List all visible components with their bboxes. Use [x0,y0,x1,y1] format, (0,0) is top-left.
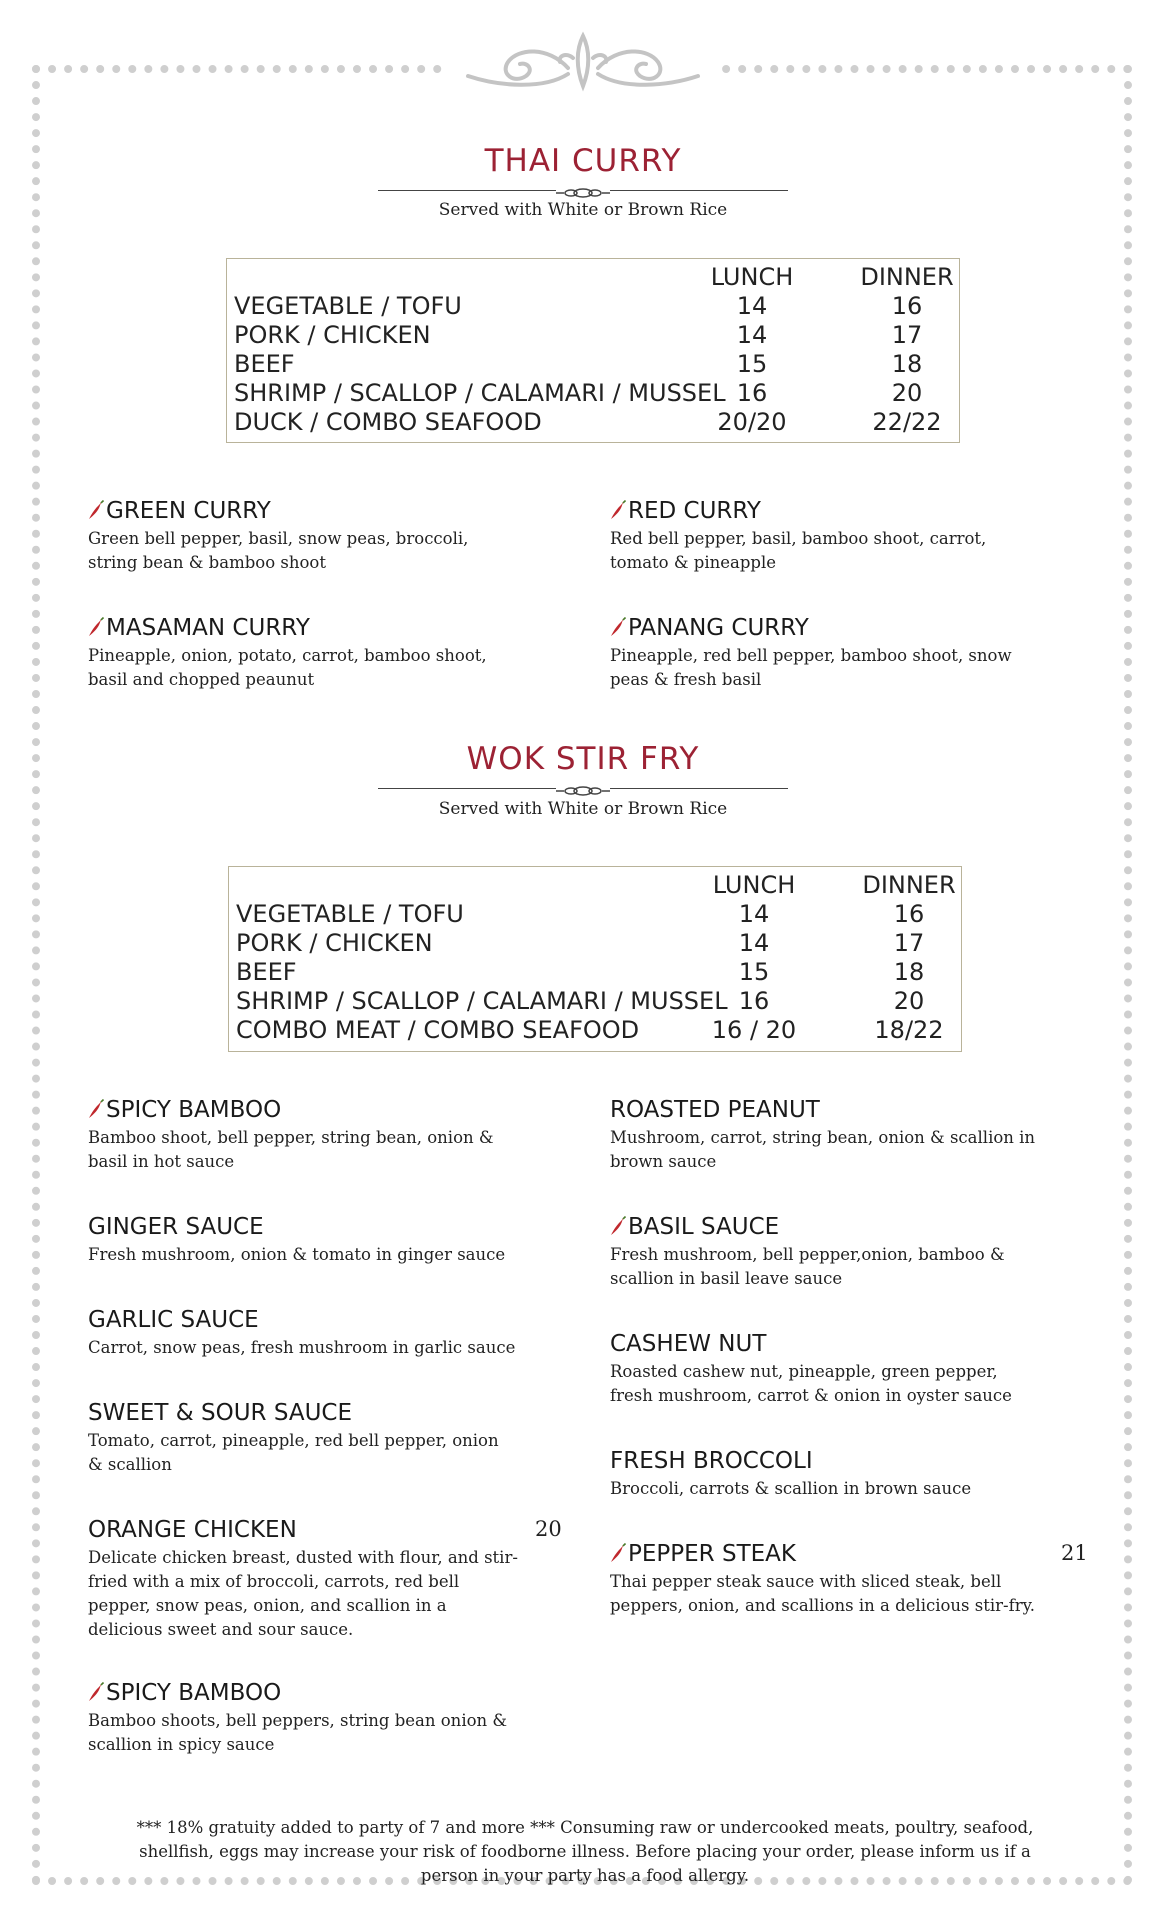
dinner-price: 16 [893,900,925,928]
row-name: PORK / CHICKEN [234,321,431,349]
dinner-price: 17 [893,929,925,957]
menu-item-panang-curry [610,614,1040,692]
dinner-price: 16 [891,292,923,320]
dinner-price: 18 [891,350,923,378]
lunch-column-header: LUNCH [712,871,796,899]
wok-stir-fry-subtitle: Served with White or Brown Rice [438,799,728,819]
dinner-column-header: DINNER [860,263,954,291]
price-table-header [229,871,961,900]
divider-ornament-icon [556,782,610,794]
menu-item-pepper-steak [610,1540,1040,1618]
menu-item-cashew-nut [610,1330,1040,1408]
item-name: CASHEW NUT [610,1331,767,1357]
dinner-price: 18 [893,958,925,986]
menu-item-garlic-sauce [88,1306,518,1360]
row-name: VEGETABLE / TOFU [234,292,462,320]
divider-ornament-icon [556,184,610,196]
wok-stir-fry-price-table [228,866,962,1052]
chili-pepper-icon [88,1681,104,1701]
lunch-column-header: LUNCH [710,263,794,291]
chili-pepper-icon [610,1215,626,1235]
chili-pepper-icon [610,616,626,636]
table-row [229,900,961,929]
item-name: FRESH BROCCOLI [610,1448,813,1474]
item-description: Fresh mushroom, onion & tomato in ginger sauce [88,1245,506,1264]
lunch-price: 15 [738,958,770,986]
table-row [227,408,959,437]
lunch-price: 14 [738,900,770,928]
dinner-price: 18/22 [874,1016,944,1044]
dinner-price: 20 [893,987,925,1015]
row-name: PORK / CHICKEN [236,929,433,957]
pepper-steak-price: 21 [1061,1541,1088,1565]
chili-pepper-icon [88,616,104,636]
table-row [227,292,959,321]
chili-pepper-icon [610,1542,626,1562]
dinner-price: 22/22 [872,408,942,436]
menu-item-green-curry [88,497,518,575]
lunch-price: 14 [738,929,770,957]
scroll-ornament-icon [448,28,718,98]
menu-item-fresh-broccoli [610,1447,1040,1501]
row-name: BEEF [234,350,295,378]
menu-item-spicy-bamboo-2 [88,1679,518,1757]
item-name: SWEET & SOUR SAUCE [88,1400,353,1426]
item-description: Pineapple, onion, potato, carrot, bamboo shoot, basil and chopped peaunut [88,646,487,689]
item-name: ORANGE CHICKEN [88,1517,297,1543]
menu-item-basil-sauce [610,1213,1040,1291]
item-description: Roasted cashew nut, pineapple, green pepper, fresh mushroom, carrot & onion in oyster sauce [610,1362,1012,1405]
item-description: Carrot, snow peas, fresh mushroom in garlic sauce [88,1338,516,1357]
item-description: Bamboo shoots, bell peppers, string bean onion & scallion in spicy sauce [88,1711,508,1754]
dinner-column-header: DINNER [862,871,956,899]
row-name: BEEF [236,958,297,986]
lunch-price: 16 [738,987,770,1015]
item-name: BASIL SAUCE [628,1214,780,1240]
lunch-price: 16 [736,379,768,407]
lunch-price: 14 [736,321,768,349]
item-description: Tomato, carrot, pineapple, red bell pepper, onion & scallion [88,1431,499,1474]
table-row [229,958,961,987]
lunch-price: 15 [736,350,768,378]
table-row [229,987,961,1016]
item-description: Bamboo shoot, bell pepper, string bean, onion & basil in hot sauce [88,1128,494,1171]
chili-pepper-icon [88,499,104,519]
dinner-price: 17 [891,321,923,349]
item-name: GINGER SAUCE [88,1214,264,1240]
item-name: GREEN CURRY [106,498,271,524]
row-name: DUCK / COMBO SEAFOOD [234,408,542,436]
lunch-price: 14 [736,292,768,320]
menu-item-masaman-curry [88,614,518,692]
item-description: Mushroom, carrot, string bean, onion & scallion in brown sauce [610,1128,1036,1171]
wok-stir-fry-title: WOK STIR FRY [466,741,700,777]
menu-item-ginger-sauce [88,1213,518,1267]
menu-item-roasted-peanut [610,1096,1040,1174]
table-row [227,350,959,379]
item-name: RED CURRY [628,498,761,524]
menu-item-spicy-bamboo [88,1096,518,1174]
item-name: SPICY BAMBOO [106,1680,282,1706]
dinner-price: 20 [891,379,923,407]
row-name: VEGETABLE / TOFU [236,900,464,928]
item-description: Pineapple, red bell pepper, bamboo shoot, snow peas & fresh basil [610,646,1012,689]
table-row [227,321,959,350]
menu-item-orange-chicken [88,1516,518,1642]
item-name: ROASTED PEANUT [610,1097,820,1123]
footer-disclaimer: *** 18% gratuity added to party of 7 and more *** Consuming raw or undercooked meats, poultry, seafood, shellfish, eggs may increase your risk of foodborne illness. Before placing your order, please inform us if a person in your party has a food allergy. [136,1818,1034,1885]
orange-chicken-price: 20 [535,1517,562,1541]
item-description: Green bell pepper, basil, snow peas, broccoli, string bean & bamboo shoot [88,529,469,572]
item-name: MASAMAN CURRY [106,615,310,641]
table-row [227,379,959,408]
item-description: Thai pepper steak sauce with sliced steak, bell peppers, onion, and scallions in a delicious stir-fry. [610,1572,1035,1615]
table-row [229,929,961,958]
row-name: COMBO MEAT / COMBO SEAFOOD [236,1016,640,1044]
item-description: Broccoli, carrots & scallion in brown sauce [610,1479,972,1498]
row-name: SHRIMP / SCALLOP / CALAMARI / MUSSEL [236,987,728,1015]
menu-item-red-curry [610,497,1040,575]
table-row [229,1016,961,1045]
menu-item-sweet-sour-sauce [88,1399,518,1477]
lunch-price: 16 / 20 [711,1016,797,1044]
thai-curry-price-table [226,258,960,443]
chili-pepper-icon [610,499,626,519]
item-name: GARLIC SAUCE [88,1307,259,1333]
item-description: Delicate chicken breast, dusted with flour, and stir-fried with a mix of broccoli, carrots, red bell pepper, snow peas, onion, and scallion in a delicious sweet and sour sauce. [88,1548,518,1639]
lunch-price: 20/20 [717,408,787,436]
thai-curry-subtitle: Served with White or Brown Rice [438,200,728,220]
item-description: Red bell pepper, basil, bamboo shoot, carrot, tomato & pineapple [610,529,987,572]
chili-pepper-icon [88,1098,104,1118]
item-name: SPICY BAMBOO [106,1097,282,1123]
item-description: Fresh mushroom, bell pepper,onion, bamboo & scallion in basil leave sauce [610,1245,1005,1288]
item-name: PEPPER STEAK [628,1541,796,1567]
thai-curry-title: THAI CURRY [484,143,682,179]
item-name: PANANG CURRY [628,615,809,641]
price-table-header [227,263,959,292]
row-name: SHRIMP / SCALLOP / CALAMARI / MUSSEL [234,379,726,407]
